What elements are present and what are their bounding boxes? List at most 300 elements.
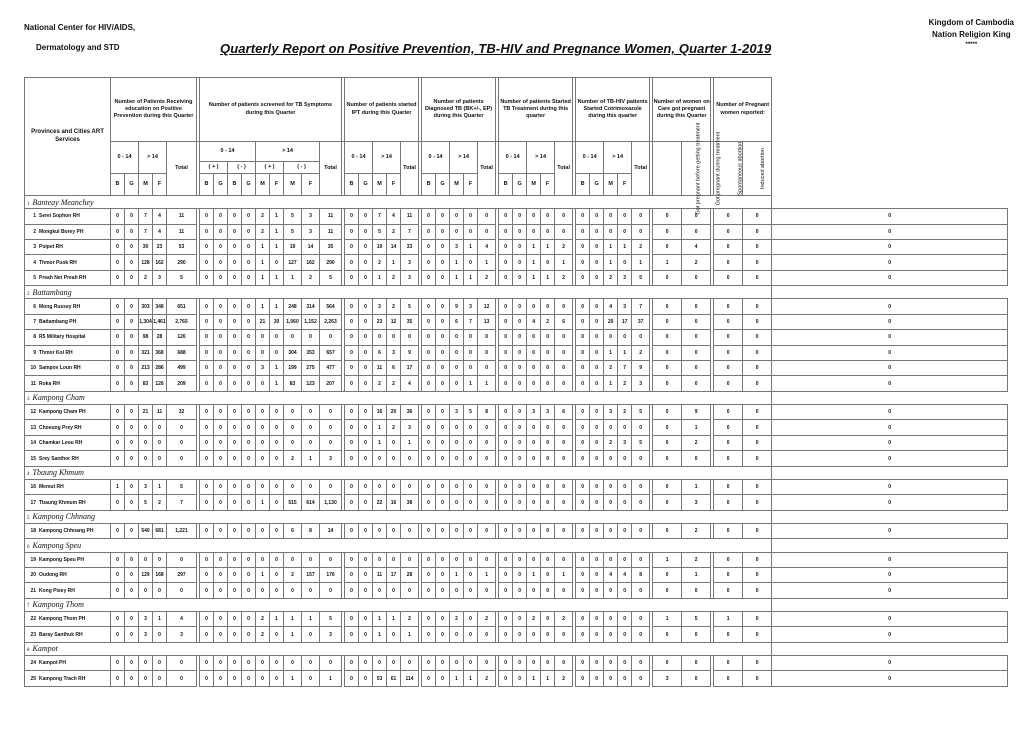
data-cell: 0 bbox=[345, 435, 359, 450]
data-cell: 0 bbox=[450, 209, 464, 224]
table-row bbox=[25, 627, 1008, 642]
data-cell: 0 bbox=[200, 405, 214, 420]
data-cell: 0 bbox=[111, 270, 125, 285]
data-cell: 0 bbox=[772, 270, 1008, 285]
data-cell: 0 bbox=[111, 240, 125, 255]
data-cell: 0 bbox=[499, 451, 513, 466]
data-cell: 0 bbox=[270, 583, 284, 598]
data-cell: 6 bbox=[284, 523, 302, 538]
data-cell: 0 bbox=[214, 567, 228, 582]
data-cell: 7 bbox=[632, 299, 650, 314]
data-cell: 2 bbox=[373, 376, 387, 391]
data-cell: 7 bbox=[401, 224, 419, 239]
province-name bbox=[25, 510, 772, 523]
data-cell: 0 bbox=[125, 361, 139, 376]
data-cell: 0 bbox=[513, 583, 527, 598]
data-cell: 2 bbox=[604, 361, 618, 376]
site-label: Thmor Puok RH bbox=[39, 259, 77, 266]
data-cell: 2 bbox=[618, 405, 632, 420]
data-cell: 0 bbox=[153, 435, 167, 450]
data-cell: 5 bbox=[167, 479, 197, 494]
data-cell: 0 bbox=[743, 376, 772, 391]
data-cell: 1 bbox=[270, 270, 284, 285]
site-number: 1 bbox=[33, 213, 36, 220]
data-cell: 0 bbox=[743, 345, 772, 360]
data-cell: 0 bbox=[200, 671, 214, 687]
data-cell: 0 bbox=[653, 224, 682, 239]
data-cell: 0 bbox=[555, 361, 573, 376]
data-cell: 314 bbox=[302, 299, 320, 314]
data-cell: 0 bbox=[200, 330, 214, 345]
data-cell: 2 bbox=[618, 376, 632, 391]
data-cell: 0 bbox=[359, 270, 373, 285]
data-cell: 0 bbox=[139, 451, 153, 466]
boys-header: B bbox=[111, 174, 125, 196]
data-cell: 0 bbox=[499, 567, 513, 582]
data-cell: 0 bbox=[743, 209, 772, 224]
ipt-group-header: Number of patients started IPT during this Quarter bbox=[345, 78, 419, 142]
data-cell: 1 bbox=[450, 255, 464, 270]
data-cell: 0 bbox=[632, 224, 650, 239]
data-cell: 1,130 bbox=[320, 495, 342, 510]
table-row bbox=[25, 314, 1008, 329]
data-cell: 0 bbox=[714, 270, 743, 285]
data-cell: 2 bbox=[373, 255, 387, 270]
data-cell: 0 bbox=[320, 479, 342, 494]
site-label: Choeung Prey RH bbox=[39, 424, 82, 431]
data-cell: 0 bbox=[401, 523, 419, 538]
data-cell: 0 bbox=[527, 435, 541, 450]
data-cell: 0 bbox=[464, 567, 478, 582]
province-number: 3 bbox=[27, 397, 30, 403]
data-cell: 0 bbox=[345, 451, 359, 466]
data-cell: 0 bbox=[590, 583, 604, 598]
data-cell: 1 bbox=[604, 376, 618, 391]
data-cell: 6 bbox=[450, 314, 464, 329]
data-cell: 0 bbox=[345, 405, 359, 420]
data-cell: 0 bbox=[555, 451, 573, 466]
data-cell: 1 bbox=[464, 671, 478, 687]
data-cell: 2 bbox=[284, 451, 302, 466]
age-0-14: 0 - 14 bbox=[422, 142, 450, 174]
data-cell: 0 bbox=[513, 479, 527, 494]
data-cell: 0 bbox=[228, 495, 242, 510]
data-cell: 0 bbox=[228, 240, 242, 255]
data-cell: 3 bbox=[618, 299, 632, 314]
data-cell: 0 bbox=[682, 345, 711, 360]
data-cell: 0 bbox=[618, 627, 632, 642]
data-cell: 0 bbox=[200, 523, 214, 538]
data-cell: 0 bbox=[242, 671, 256, 687]
data-cell: 0 bbox=[590, 495, 604, 510]
data-cell: 0 bbox=[604, 583, 618, 598]
data-cell: 0 bbox=[576, 611, 590, 626]
male-header: M bbox=[373, 174, 387, 196]
data-cell: 0 bbox=[590, 655, 604, 670]
data-cell: 11 bbox=[401, 209, 419, 224]
site-label: Mongkul Borey PH bbox=[39, 228, 84, 235]
data-cell: 3 bbox=[450, 405, 464, 420]
data-cell: 2 bbox=[527, 611, 541, 626]
data-cell: 1 bbox=[541, 671, 555, 687]
female-header: F bbox=[302, 174, 320, 196]
data-cell: 0 bbox=[478, 523, 496, 538]
data-cell: 0 bbox=[743, 567, 772, 582]
data-cell: 5 bbox=[320, 611, 342, 626]
data-cell: 0 bbox=[499, 495, 513, 510]
data-cell: 0 bbox=[200, 314, 214, 329]
male-header: M bbox=[284, 174, 302, 196]
data-cell: 0 bbox=[422, 270, 436, 285]
data-cell: 657 bbox=[320, 345, 342, 360]
data-cell: 30 bbox=[270, 314, 284, 329]
data-cell: 0 bbox=[228, 523, 242, 538]
data-cell: 2 bbox=[682, 435, 711, 450]
data-cell: 0 bbox=[541, 451, 555, 466]
data-cell: 0 bbox=[604, 330, 618, 345]
data-cell: 0 bbox=[499, 361, 513, 376]
data-cell: 0 bbox=[576, 270, 590, 285]
data-cell: 1 bbox=[256, 495, 270, 510]
data-cell: 0 bbox=[111, 345, 125, 360]
data-cell: 0 bbox=[125, 552, 139, 567]
site-number: 4 bbox=[33, 259, 36, 266]
site-name bbox=[25, 523, 111, 538]
data-cell: 0 bbox=[618, 611, 632, 626]
province-name bbox=[25, 642, 772, 655]
province-label: Battambang bbox=[32, 287, 72, 297]
data-cell: 0 bbox=[604, 451, 618, 466]
data-cell: 36 bbox=[401, 405, 419, 420]
data-cell: 0 bbox=[541, 435, 555, 450]
data-cell: 0 bbox=[632, 495, 650, 510]
province-name bbox=[25, 539, 772, 552]
tb-screen-group-header: Number of patients screened for TB Symptoms during this Quarter bbox=[200, 78, 342, 142]
data-cell: 3 bbox=[256, 361, 270, 376]
table-row bbox=[25, 209, 1008, 224]
data-cell: 0 bbox=[743, 671, 772, 687]
data-cell: 1 bbox=[604, 255, 618, 270]
data-cell: 0 bbox=[513, 435, 527, 450]
data-cell: 5 bbox=[139, 495, 153, 510]
data-cell: 0 bbox=[743, 255, 772, 270]
data-cell: 1 bbox=[618, 345, 632, 360]
data-cell: 0 bbox=[541, 583, 555, 598]
data-cell: 0 bbox=[714, 345, 743, 360]
data-cell: 0 bbox=[320, 405, 342, 420]
data-cell: 0 bbox=[576, 345, 590, 360]
data-cell: 540 bbox=[139, 523, 153, 538]
data-cell: 0 bbox=[125, 376, 139, 391]
data-cell: 6 bbox=[373, 345, 387, 360]
site-label: Preah Net Preah RH bbox=[39, 275, 87, 282]
data-cell: 477 bbox=[320, 361, 342, 376]
data-cell: 0 bbox=[242, 299, 256, 314]
data-cell: 0 bbox=[714, 405, 743, 420]
table-row bbox=[25, 611, 1008, 626]
data-cell: 0 bbox=[125, 270, 139, 285]
minus-header: ( - ) bbox=[228, 162, 256, 174]
data-cell: 0 bbox=[590, 552, 604, 567]
data-cell: 0 bbox=[228, 567, 242, 582]
data-cell: 0 bbox=[359, 240, 373, 255]
data-cell: 3 bbox=[320, 451, 342, 466]
data-cell: 3 bbox=[618, 270, 632, 285]
data-cell: 0 bbox=[111, 255, 125, 270]
data-cell: 0 bbox=[527, 224, 541, 239]
data-cell: 0 bbox=[450, 523, 464, 538]
data-cell: 0 bbox=[513, 270, 527, 285]
data-cell: 0 bbox=[772, 420, 1008, 435]
data-cell: 0 bbox=[590, 376, 604, 391]
site-number: 13 bbox=[30, 424, 36, 431]
age-0-14: 0 - 14 bbox=[576, 142, 604, 174]
data-cell: 176 bbox=[320, 567, 342, 582]
data-cell: 0 bbox=[682, 361, 711, 376]
data-cell: 0 bbox=[618, 224, 632, 239]
data-cell: 53 bbox=[167, 240, 197, 255]
data-cell: 0 bbox=[653, 435, 682, 450]
data-cell: 0 bbox=[200, 552, 214, 567]
data-cell: 0 bbox=[772, 299, 1008, 314]
data-cell: 0 bbox=[653, 479, 682, 494]
data-cell: 2 bbox=[682, 523, 711, 538]
data-cell: 0 bbox=[743, 299, 772, 314]
data-cell: 0 bbox=[682, 451, 711, 466]
data-cell: 0 bbox=[743, 611, 772, 626]
data-cell: 0 bbox=[270, 627, 284, 642]
data-cell: 0 bbox=[653, 270, 682, 285]
data-cell: 0 bbox=[242, 611, 256, 626]
data-cell: 114 bbox=[401, 671, 419, 687]
data-cell: 0 bbox=[743, 314, 772, 329]
data-cell: 17 bbox=[387, 567, 401, 582]
data-cell: 0 bbox=[242, 451, 256, 466]
age-over-14: > 14 bbox=[527, 142, 555, 174]
data-cell: 0 bbox=[153, 655, 167, 670]
data-cell: 0 bbox=[422, 552, 436, 567]
site-name bbox=[25, 314, 111, 329]
data-cell: 5 bbox=[401, 299, 419, 314]
data-cell: 0 bbox=[436, 376, 450, 391]
data-cell: 2 bbox=[555, 671, 573, 687]
site-number: 20 bbox=[30, 572, 36, 579]
data-cell: 0 bbox=[682, 224, 711, 239]
data-cell: 0 bbox=[555, 224, 573, 239]
data-cell: 0 bbox=[632, 611, 650, 626]
data-cell: 0 bbox=[125, 405, 139, 420]
data-cell: 3 bbox=[527, 405, 541, 420]
data-cell: 37 bbox=[632, 314, 650, 329]
data-cell: 0 bbox=[228, 420, 242, 435]
data-cell: 0 bbox=[576, 209, 590, 224]
data-cell: 0 bbox=[604, 495, 618, 510]
data-cell: 0 bbox=[228, 314, 242, 329]
data-cell: 0 bbox=[139, 552, 153, 567]
data-cell: 0 bbox=[167, 451, 197, 466]
site-label: Battambang PH bbox=[39, 319, 77, 326]
site-number: 17 bbox=[30, 499, 36, 506]
data-cell: 0 bbox=[270, 671, 284, 687]
data-cell: 0 bbox=[618, 655, 632, 670]
data-cell: 1,152 bbox=[302, 314, 320, 329]
data-cell: 0 bbox=[436, 479, 450, 494]
data-cell: 9 bbox=[450, 299, 464, 314]
data-cell: 0 bbox=[214, 405, 228, 420]
data-cell: 1 bbox=[320, 671, 342, 687]
data-cell: 0 bbox=[576, 330, 590, 345]
age-over-14: > 14 bbox=[373, 142, 401, 174]
data-cell: 2 bbox=[555, 611, 573, 626]
data-cell: 1 bbox=[604, 240, 618, 255]
data-cell: 0 bbox=[450, 655, 464, 670]
data-cell: 0 bbox=[436, 435, 450, 450]
data-cell: 1 bbox=[653, 552, 682, 567]
data-cell: 0 bbox=[618, 330, 632, 345]
data-cell: 0 bbox=[228, 479, 242, 494]
data-cell: 0 bbox=[541, 224, 555, 239]
data-cell: 6 bbox=[387, 361, 401, 376]
data-cell: 0 bbox=[618, 495, 632, 510]
data-cell: 303 bbox=[139, 299, 153, 314]
data-cell: 0 bbox=[200, 270, 214, 285]
data-cell: 1 bbox=[541, 240, 555, 255]
data-cell: 0 bbox=[153, 627, 167, 642]
data-cell: 0 bbox=[499, 345, 513, 360]
data-cell: 0 bbox=[436, 224, 450, 239]
data-cell: 0 bbox=[513, 314, 527, 329]
data-cell: 17 bbox=[401, 361, 419, 376]
data-cell: 0 bbox=[450, 451, 464, 466]
data-cell: 0 bbox=[436, 627, 450, 642]
data-cell: 0 bbox=[387, 479, 401, 494]
data-cell: 0 bbox=[541, 330, 555, 345]
data-cell: 16 bbox=[387, 495, 401, 510]
province-number: 1 bbox=[27, 201, 30, 207]
province-row bbox=[25, 466, 1008, 479]
data-cell: 5 bbox=[373, 224, 387, 239]
data-cell: 128 bbox=[139, 255, 153, 270]
data-cell: 3 bbox=[604, 405, 618, 420]
data-cell: 0 bbox=[450, 420, 464, 435]
data-cell: 0 bbox=[513, 420, 527, 435]
total-header: Total bbox=[632, 142, 650, 196]
data-cell: 0 bbox=[422, 224, 436, 239]
table-row bbox=[25, 240, 1008, 255]
data-cell: 11 bbox=[373, 567, 387, 582]
data-cell: 0 bbox=[359, 495, 373, 510]
province-number: 2 bbox=[27, 291, 30, 297]
data-cell: 0 bbox=[541, 655, 555, 670]
data-cell: 0 bbox=[682, 376, 711, 391]
data-cell: 0 bbox=[450, 583, 464, 598]
total-header: Total bbox=[555, 142, 573, 196]
data-cell: 0 bbox=[714, 523, 743, 538]
data-cell: 0 bbox=[422, 240, 436, 255]
data-cell: 1 bbox=[284, 270, 302, 285]
data-cell: 2 bbox=[302, 270, 320, 285]
data-cell: 0 bbox=[743, 523, 772, 538]
data-cell: 0 bbox=[359, 479, 373, 494]
data-cell: 2 bbox=[284, 567, 302, 582]
data-cell: 0 bbox=[464, 627, 478, 642]
table-row bbox=[25, 345, 1008, 360]
data-cell: 0 bbox=[242, 255, 256, 270]
site-number: 24 bbox=[30, 660, 36, 667]
data-cell: 290 bbox=[167, 255, 197, 270]
data-cell: 0 bbox=[214, 611, 228, 626]
data-cell: 0 bbox=[256, 376, 270, 391]
data-cell: 11 bbox=[320, 209, 342, 224]
data-cell: 0 bbox=[242, 627, 256, 642]
data-cell: 0 bbox=[256, 345, 270, 360]
site-name bbox=[25, 567, 111, 582]
data-cell: 3 bbox=[302, 224, 320, 239]
tb-dx-group-header: Number of patients Diagnosed TB (BK+/-, EP) during this Quarter bbox=[422, 78, 496, 142]
site-number: 22 bbox=[30, 616, 36, 623]
data-cell: 9 bbox=[632, 361, 650, 376]
site-number: 21 bbox=[30, 587, 36, 594]
data-cell: 0 bbox=[387, 523, 401, 538]
data-cell: 0 bbox=[125, 479, 139, 494]
data-cell: 9 bbox=[401, 345, 419, 360]
data-cell: 5 bbox=[632, 435, 650, 450]
data-cell: 1 bbox=[541, 270, 555, 285]
data-cell: 0 bbox=[604, 655, 618, 670]
site-label: Tbaung Khmum RH bbox=[39, 499, 86, 506]
data-cell: 0 bbox=[373, 451, 387, 466]
data-cell: 0 bbox=[464, 224, 478, 239]
site-label: Sampov Loun RH bbox=[39, 365, 81, 372]
data-cell: 0 bbox=[464, 479, 478, 494]
data-cell: 0 bbox=[242, 376, 256, 391]
data-cell: 126 bbox=[153, 376, 167, 391]
data-cell: 3 bbox=[401, 420, 419, 435]
data-cell: 0 bbox=[604, 209, 618, 224]
data-cell: 0 bbox=[125, 567, 139, 582]
site-label: Baray Santhuk RH bbox=[39, 631, 83, 638]
data-cell: 0 bbox=[228, 583, 242, 598]
data-cell: 0 bbox=[590, 345, 604, 360]
data-cell: 0 bbox=[555, 627, 573, 642]
site-number: 19 bbox=[30, 556, 36, 563]
data-cell: 33 bbox=[401, 240, 419, 255]
data-cell: 0 bbox=[270, 655, 284, 670]
data-cell: 0 bbox=[604, 671, 618, 687]
data-cell: 0 bbox=[422, 655, 436, 670]
site-number: 8 bbox=[33, 334, 36, 341]
data-cell: 0 bbox=[345, 479, 359, 494]
data-cell: 127 bbox=[284, 255, 302, 270]
data-cell: 0 bbox=[359, 655, 373, 670]
report-title: Quarterly Report on Positive Prevention, TB-HIV and Pregnance Women, Quarter 1-2019 bbox=[220, 41, 772, 56]
province-name bbox=[25, 286, 772, 299]
data-cell: 0 bbox=[499, 611, 513, 626]
data-cell: 0 bbox=[359, 330, 373, 345]
data-cell: 0 bbox=[359, 552, 373, 567]
data-cell: 0 bbox=[714, 299, 743, 314]
data-cell: 8 bbox=[478, 405, 496, 420]
site-name bbox=[25, 495, 111, 510]
data-cell: 0 bbox=[320, 435, 342, 450]
site-label: Roka RH bbox=[39, 380, 60, 387]
data-cell: 0 bbox=[284, 552, 302, 567]
total-header: Total bbox=[167, 142, 197, 196]
data-cell: 0 bbox=[214, 330, 228, 345]
site-label: Kampong Trach RH bbox=[39, 675, 86, 682]
data-cell: 1 bbox=[302, 451, 320, 466]
boys-header: B bbox=[200, 174, 214, 196]
